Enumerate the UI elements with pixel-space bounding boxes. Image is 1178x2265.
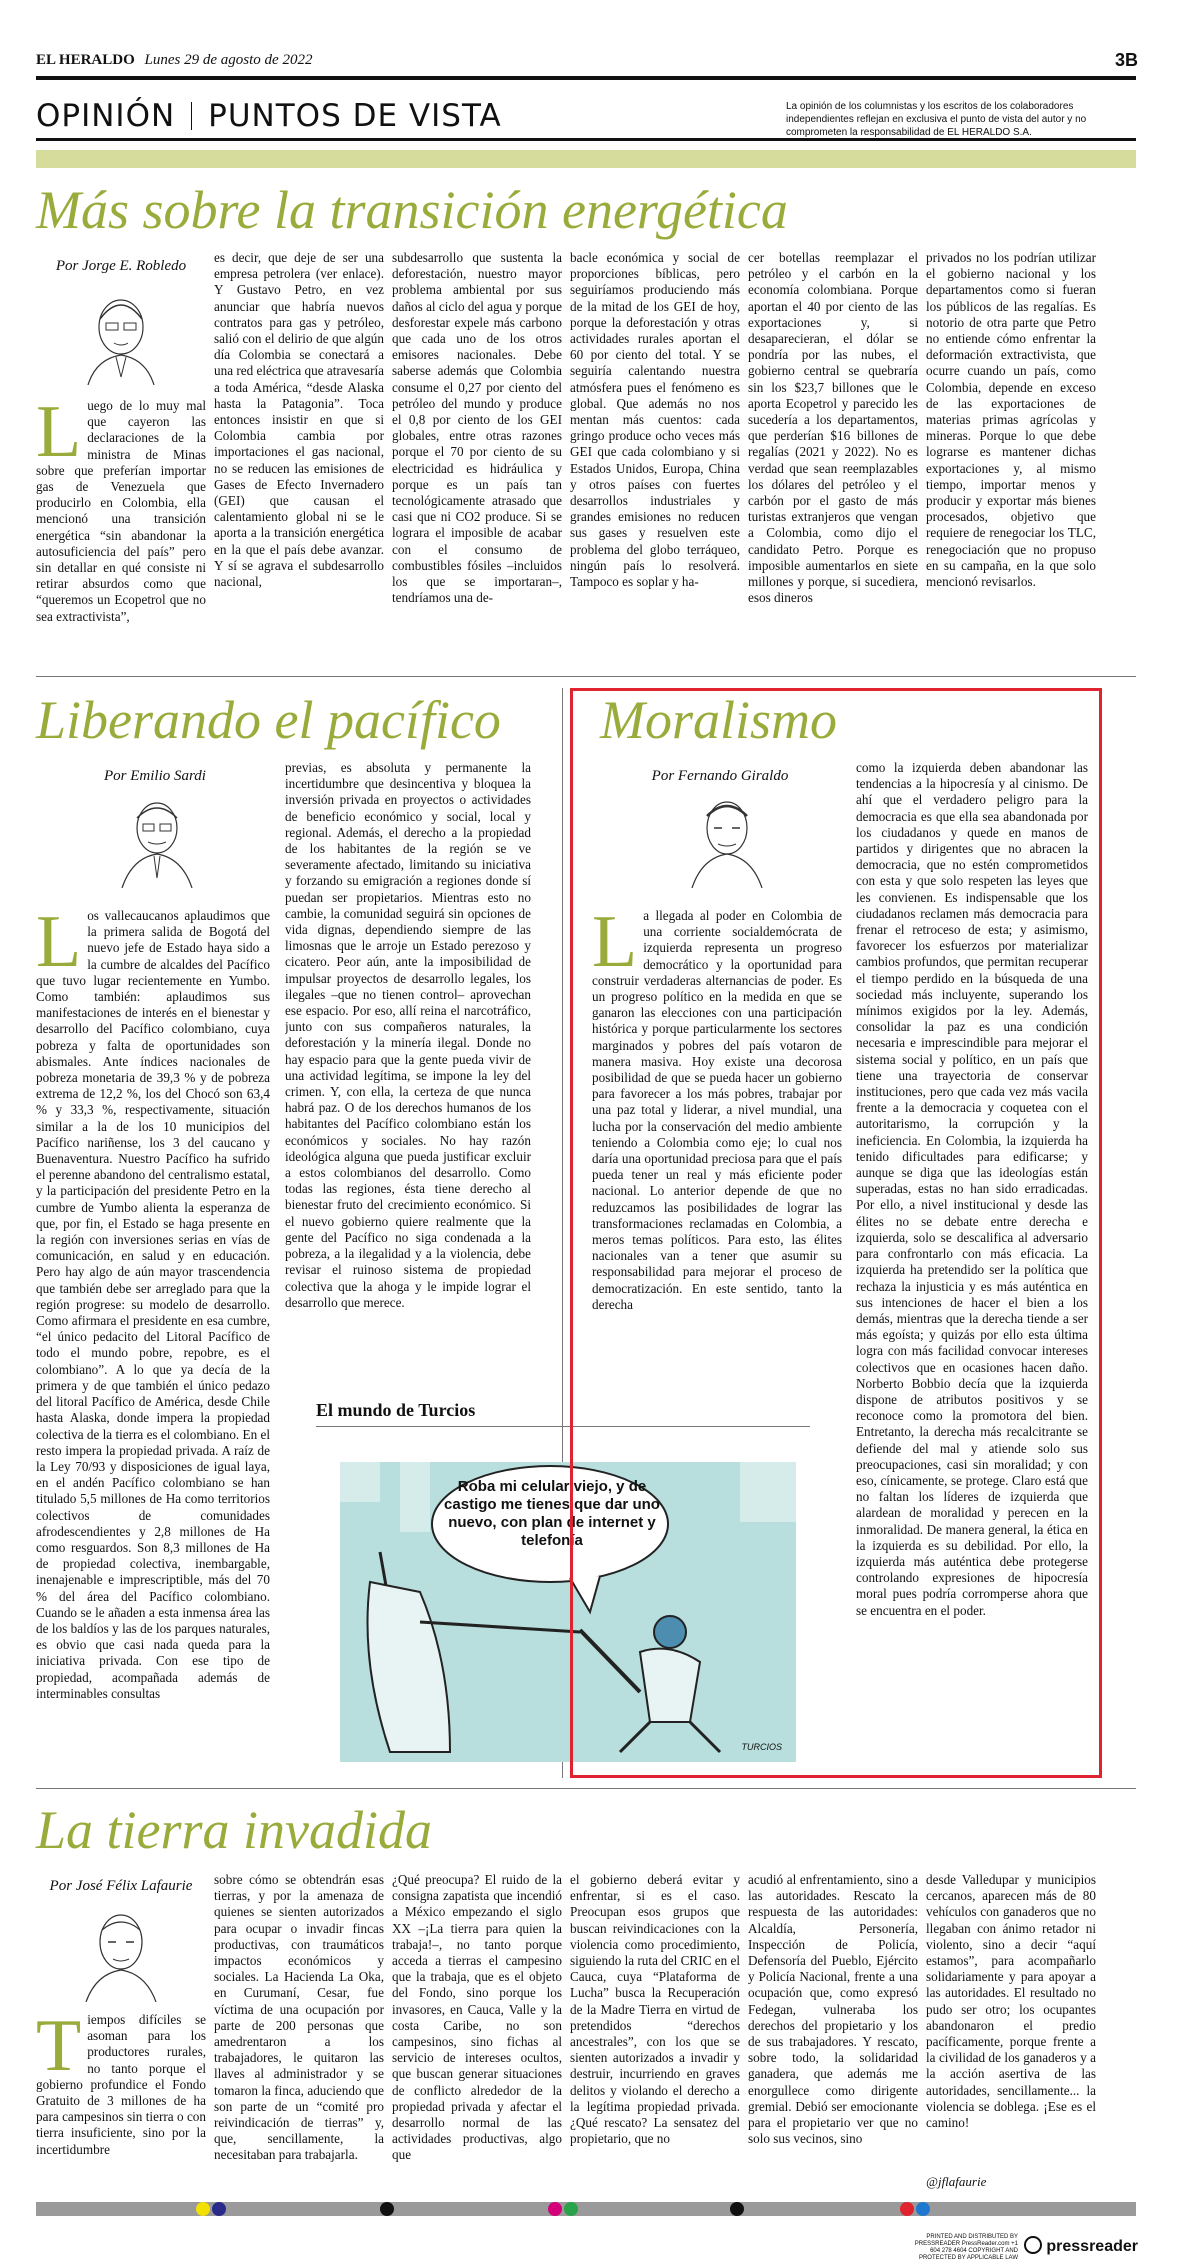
section-title (36, 98, 502, 134)
registration-dot-black (380, 2202, 394, 2216)
article3-dropcap: L (592, 908, 638, 983)
section-label-opinion: OPINIÓN (36, 98, 176, 134)
section-rule (36, 138, 1136, 141)
article1-column-6: privados no los podrían utilizar el gobierno nacional y los departamentos como si fueran los públicos de las regalías. Es notorio de otra parte que Petro no entiende cómo enfrentar la deformación extractivista, que ocurre cuando un país, como Colombia, depende en exceso de las exportaciones de materias primas agrícolas y mineras. Porque lo que debe lograrse es mantener dichas exportaciones y, al mismo tiempo, importar menos y producir y exportar más bienes procesados, objetivo que requiere de renegociar los TLC, renegociación que no propuso en su campaña, en la que solo mencionó revisarlos. (926, 250, 1096, 590)
author-portrait-sardi (112, 788, 202, 888)
registration-dot-cyan (916, 2202, 930, 2216)
article4-text-1: iempos difíciles se asoman para los productores rurales, no tanto porque el gobierno profundice el Fondo Gratuito de 3 millones de ha para campesinos sin tierra o con tierra insuficiente, sino por la incertidumbre (36, 2012, 206, 2157)
pressreader-logo-text: pressreader (1046, 2238, 1138, 2255)
disclaimer: La opinión de los columnistas y los escritos de los colaboradores independientes reflejan en exclusiva el punto de vista del autor y no comprometen la responsabilidad de EL HERALDO S.A. (786, 101, 1087, 138)
article3-byline: Por Fernando Giraldo (651, 768, 789, 784)
article3-column-1 (592, 908, 842, 1388)
article4-column-4: el gobierno deberá evitar y enfrentar, si es el caso. Preocupan esos grupos que buscan reivindicaciones con la violencia como procedimiento, siguiendo la ruta del CRIC en el Cauca, cuya “Plataforma de Lucha” busca la Recuperación de la Madre Tierra en virtud de pretendidos “derechos ancestrales”, con los que se sienten autorizados a invadir y destruir, incurriendo en graves delitos y violando el derecho a la legítima propiedad privada. ¿Qué rescato? La sensatez del propietario, que no (570, 1872, 740, 2147)
article2-byline: Por Emilio Sardi (104, 768, 206, 784)
article4-column-2: sobre cómo se obtendrán esas tierras, y por la amenaza de quienes se sienten autorizados para ocupar o invadir fincas productivas, con traumáticos impactos económicos y sociales. La Hacienda La Oka, en Curumaní, Cesar, fue víctima de una ocupación por parte de 200 personas que amedrentaron a los trabajadores, le quitaron las llaves al administrador y se tomaron la finca, aduciendo que son parte de un “comité pro reivindicación de tierras” y, que, sencillamente, la necesitaban para trabajarla. (214, 1872, 384, 2163)
cartoon-title: El mundo de Turcios (316, 1400, 476, 1420)
article1-title: Más sobre la transición energética (36, 180, 788, 240)
section-label-puntos: PUNTOS DE VISTA (208, 98, 502, 134)
article4-byline: Por José Félix Lafaurie (49, 1878, 193, 1894)
pressreader-icon (1024, 2236, 1042, 2254)
accent-bar (36, 150, 1136, 168)
article2-text-1: os vallecaucanos aplaudimos que la primera salida de Bogotá del nuevo jefe de Estado haya sido a la cumbre de alcaldes del Pacífico que tuvo lugar recientemente en Yumbo. Como también: aplaudimos sus manifestaciones de interés en el bienestar y desarrollo del Pacífico colombiano, cuya pobreza y falta de oportunidades son abismales. Ante índices nacionales de pobreza monetaria de 39,3 % y de pobreza extrema de 12,2 %, los del Chocó son 63,4 % y 33,3 %, respectivamente, situación similar a la de los 10 municipios del Pacífico nariñense, los 3 del caucano y Buenaventura. Nuestro Pacífico ha sufrido el perenne abandono del centralismo estatal, y la participación del presidente Petro en la cumbre de Yumbo alienta la esperanza de que, por fin, el Estado se haga presente en la región con inversiones serias en vías de comunicación, en salud y en educación. Pero hay algo de aún mayor trascendencia que también debe ser arreglado para que la región progrese: su modelo de desarrollo. Como afirmara el presidente en esa cumbre, “el único pedacito del Litoral Pacífico de todo el mundo pobre, repobre, es el colombiano”. A lo que ya decía de la primera y de que también el único pedazo del litoral Pacífico de América, desde Chile hasta Alaska, donde impera la propiedad colectiva de la tierra es el colombiano. En el resto impera la propiedad privada. A raíz de la Ley 70/93 y disposiciones de igual laya, en el andén Pacífico colombiano se han titulado 5,5 millones de Ha como territorios colectivos de comunidades afrodescendientes y 2,8 millones de Ha como resguardos. Son 8,3 millones de Ha de propiedad colectiva, inembargable, inenajenable e imprescriptible, más del 70 % del área del Pacífico colombiano. Cuando se le añaden a esta inmensa área las de los baldíos y las de los parques naturales, es obvio que casi nada queda para la iniciativa privada. Con ese tipo de propiedad, acompañada además de interminables consultas (36, 908, 270, 1701)
registration-dot-green (564, 2202, 578, 2216)
article1-divider (36, 676, 1136, 677)
article1-text-1: uego de lo muy mal que cayeron las declaraciones de la ministra de Minas sobre que preferían importar gas de Venezuela que producirlo en Colombia, ella mencionó una transición energética “sin abandonar la autosuficiencia del país” pero sin detallar en qué consiste ni retirar absurdos como que “queremos un Ecopetrol que no sea extractivista”, (36, 398, 206, 624)
page-number: 3B (1114, 50, 1138, 70)
pressreader-logo[interactable] (1024, 2236, 1138, 2256)
article2-column-2: previas, es absoluta y permanente la incertidumbre que desincentiva y bloquea la inversión privada en proyectos o actividades de beneficio económico y social, local y regional. Además, el derecho a la propiedad de los habitantes de la región se ve severamente afectado, limitando su iniciativa y forzando su emigración a regiones donde sí puedan ser propietarios. Mientras esto no cambie, la comunidad seguirá sin opciones de vida dignas, dependiendo siempre de las limosnas que le arroje un Estado perezoso y cicatero. Peor aún, ante la imposibilidad de impulsar proyectos de desarrollo legales, los ilegales –que no tienen control– aprovechan ese espacio. Por eso, allí reina el narcotráfico, junto con sus compañeros naturales, la deforestación y la minería ilegal. Donde no hay espacio para que la gente pueda vivir de una actividad legítima, se impone la ley del crimen. Y, con ella, la certeza de que nunca habrá paz. O de los derechos humanos de los habitantes del Pacífico colombiano están los económicos y sociales. No hay razón ideológica alguna que pueda justificar excluir a estos colombianos del desarrollo. Como todas las regiones, ésta tiene derecho al bienestar fruto del crecimiento económico. Si el nuevo gobierno quiere realmente que la gente del Pacífico no siga condenada a la pobreza, a la ilegalidad y a la violencia, debe revisar el ruinoso sistema de propiedad colectiva que la ahoga y le impide lograr el desarrollo que merece. (285, 760, 531, 1310)
newspaper-name: EL HERALDO (36, 52, 135, 68)
masthead (36, 52, 312, 69)
article2-dropcap: L (36, 908, 82, 983)
article4-signature: @jflafaurie (926, 2174, 987, 2189)
article4-title: La tierra invadida (36, 1800, 433, 1860)
article4-dropcap: T (36, 2012, 82, 2087)
article4-column-5: acudió al enfrentamiento, sino a las autoridades. Rescato la respuesta de las autoridades: Alcaldía, Personería, Inspección de Policía, Defensoría del Pueblo, Ejército y Policía Nacional, frente a una ocupación que, como expresó Fedegan, vulneraba los derechos del propietario y los de sus trabajadores. Y rescato, sobre todo, la solidaridad ganadera, que además me enorgullece como dirigente gremial. Debió ser emocionante para el propietario ver que no solo sus vecinos, sino (748, 1872, 918, 2147)
issue-date: Lunes 29 de agosto de 2022 (144, 52, 313, 68)
article4-column-6: desde Valledupar y municipios cercanos, aparecen más de 80 vehículos con ganaderos que no llegaban con ánimo retador ni violento, sino a decir “aquí estamos”, para acompañarlo solidariamente y para apoyar a las autoridades. El resultado no pudo ser otro; los ocupantes abandonaron el predio pacíficamente, porque frente a la civilidad de los ganaderos y a la acción asertiva de las autoridades, sencillamente... la violencia se doblega. ¡Ese es el camino! (926, 1872, 1096, 2131)
section-separator (191, 102, 192, 130)
article1-column-1 (36, 398, 206, 688)
registration-dot-yellow (196, 2202, 210, 2216)
article1-dropcap: L (36, 398, 82, 473)
cartoon-speech-bubble: Roba mi celular viejo, y de castigo me tienes que dar uno nuevo, con plan de internet y telefonía (444, 1478, 660, 1549)
article1-column-4: bacle económica y social de proporciones bíblicas, pero seguiríamos produciendo más de la mitad de los GEI de hoy, porque la deforestación y otras actividades rurales aportan el 60 por ciento del total. Y se seguiría calentando nuestra atmósfera pues el fenómeno es global. Que además no nos mentan más cuentos: cada gringo produce ocho veces más GEI que cada colombiano y si Estados Unidos, Europa, China y otros países con fuertes desarrollos industriales y grandes emisiones no reducen sus gases y resuelven este problema del globo terráqueo, ningún país lo resolverá. Tampoco es soplar y ha- (570, 250, 740, 590)
author-portrait-robledo (76, 285, 166, 385)
article2-title: Liberando el pacífico (36, 690, 501, 750)
article3-title: Moralismo (600, 690, 838, 750)
article3-column-2: como la izquierda deben abandonar las tendencias a la hipocresía y al cinismo. De ahí que el verdadero peligro para la democracia es que ella sea abandonada por los ciudadanos y quede en manos de partidos y dirigentes que no abracen la democracia, que no estén comprometidos con esta y que solo respeten las leyes que les convienen. Es indispensable que los ciudadanos reclamen más democracia para frenar el retroceso de esta; y asimismo, favorecer los esfuerzos por materializar cambios profundos, que permitan recuperar el tiempo perdido en la búsqueda de una sociedad más incluyente, superando los mínimos exigidos por la ley. Además, consolidar la paz es una condición necesaria e imprescindible para mejorar el sistema social y político, en un país que tiene una trayectoria de conservar instituciones, pero que cada vez más vacila frente a la democracia y coquetea con el autoritarismo, la corrupción y la ineficiencia. En Colombia, la izquierda ha tenido dificultades para edificarse; y aunque se diga que las ideologías están superadas, estas no han sido erradicadas. Por ello, a nivel institucional y desde las élites no se debate entre derecha e izquierda, solo se descalifica al adversario para confrontarlo con más eficacia. La izquierda ha pretendido ser la política que rechaza la injusticia y es más auténtica en sus intenciones de hacer el bien a los demás, mientras que la derecha tiende a ser más egoísta; y quizás por ello esta última logra con más facilidad convocar intereses colectivos que en ocasiones hacen daño. Norberto Bobbio decía que la izquierda dispone de atributos positivos y se reconoce como la promotora del bien. Entretanto, la derecha más recalcitrante se defiende del mal y atiende solo sus preocupaciones, casi sin moralidad; y con eso, cínicamente, se protege. Claro está que no faltan los líderes de izquierda que alardean de moralidad y perecen en la inmoralidad. De manera general, la ética en la izquierda es su debilidad. Por ello, la izquierda más auténtica debe protegerse controlando expresiones de hipocresía moral pues podría corromperse ahora que se encuentra en el poder. (856, 760, 1088, 1618)
article1-column-3: subdesarrollo que sustenta la deforestación, nuestro mayor problema ambiental por sus daños al ciclo del agua y porque desforestar expele más carbono que cada uno de los otros emisores nacionales. Debe saberse además que Colombia consume el 0,27 por ciento del petróleo del mundo y produce el 0,8 por ciento de los GEI globales, entre otras razones porque el 70 por ciento de su electricidad es hidráulica y porque es un país tan tecnológicamente atrasado que casi que ni CO2 produce. Si se lograra el imposible de acabar con el consumo de combustibles fósiles –incluidos los que se importaran–, tendríamos una de- (392, 250, 562, 606)
registration-dot-blue (212, 2202, 226, 2216)
article3-divider (36, 1788, 1136, 1789)
article4-column-3: ¿Qué preocupa? El ruido de la consigna zapatista que incendió a México empezando el siglo XX –¡La tierra para quien la trabaja!–, no tanto porque acceda a tierras el campesino que la trabaja, que es el objeto del Fondo, sino porque los invasores, en Cauca, Valle y la costa Caribe, no son campesinos, sino fichas al servicio de intereses ocultos, que buscan generar situaciones de conflicto alrededor de la propiedad privada y afectar el desarrollo normal de las actividades productivas, algo que (392, 1872, 562, 2163)
registration-dot-black-2 (730, 2202, 744, 2216)
author-portrait-lafaurie (76, 1902, 166, 2002)
article4-column-1 (36, 2012, 206, 2190)
article1-byline: Por Jorge E. Robledo (55, 258, 187, 274)
article3-text-1: a llegada al poder en Colombia de una corriente socialdemócrata de izquierda representa un progreso democrático y la oportunidad para construir verdaderas alternancias de poder. Es un progreso político en la medida en que se ganaron las elecciones con una participación histórica y porque particularmente los sectores marginados y pobres del país votaron de manera masiva. Hoy existe una decorosa posibilidad de que se pueda hacer un gobierno para favorecer a los más pobres, trabajar por una paz total y liderar, a nivel mundial, una lucha por la conservación del medio ambiente teniendo a Colombia como eje; lo cual nos daría una oportunidad preciosa para que el país pueda tener un real y más eficiente poder nacional. Lo anterior depende de que no reduzcamos las posibilidades de lograr las transformaciones reclamadas en Colombia, a meros temas políticos. Para esto, las élites nacionales van a tener que asumir su responsabilidad para mejorar el proceso de democratización. En este sentido, tanto la derecha (592, 908, 842, 1312)
cartoon-signature: TURCIOS (741, 1742, 782, 1752)
article1-column-2: es decir, que deje de ser una empresa petrolera (ver enlace). Y Gustavo Petro, en vez anunciar que habría nuevos contratos para gas y petróleo, salió con el delirio de que algún día Colombia se conectará a una red eléctrica que atravesaría a toda América, “desde Alaska hasta la Patagonia”. Toca entonces insistir en que si Colombia cambia por importaciones el gas nacional, no se reducen las emisiones de Gases de Efecto Invernadero (GEI) que causan el calentamiento global ni se le aporta a la transición energética en la que el país debe avanzar. Y sí se agrava el subdesarrollo nacional, (214, 250, 384, 590)
header-rule (36, 76, 1136, 80)
author-portrait-giraldo (682, 788, 772, 888)
registration-dot-magenta (548, 2202, 562, 2216)
registration-dot-red (900, 2202, 914, 2216)
article1-column-5: cer botellas reemplazar el petróleo y el carbón en la economía colombiana. Porque aportan el 40 por ciento de las exportaciones y, si desaparecieran, el dólar se pondría por las nubes, el gobierno central se quebraría sin los $23,7 billones que le aporta Ecopetrol y parecido les sucedería a los departamentos, que perderían $16 billones de regalías (2021 y 2022). No es verdad que sean reemplazables los dólares del petróleo y el carbón por el gasto de más turistas extranjeros que vengan a Colombia, como dijo el candidato Petro. Porque es imposible aumentarlos en siete millones y porque, si sucediera, esos dineros (748, 250, 918, 606)
article2-column-1 (36, 908, 270, 1753)
pressreader-note: PRINTED AND DISTRIBUTED BY PRESSREADER PressReader.com +1 604 278 4604 COPYRIGHT AND PROTECTED BY APPLICABLE LAW (914, 2234, 1018, 2261)
